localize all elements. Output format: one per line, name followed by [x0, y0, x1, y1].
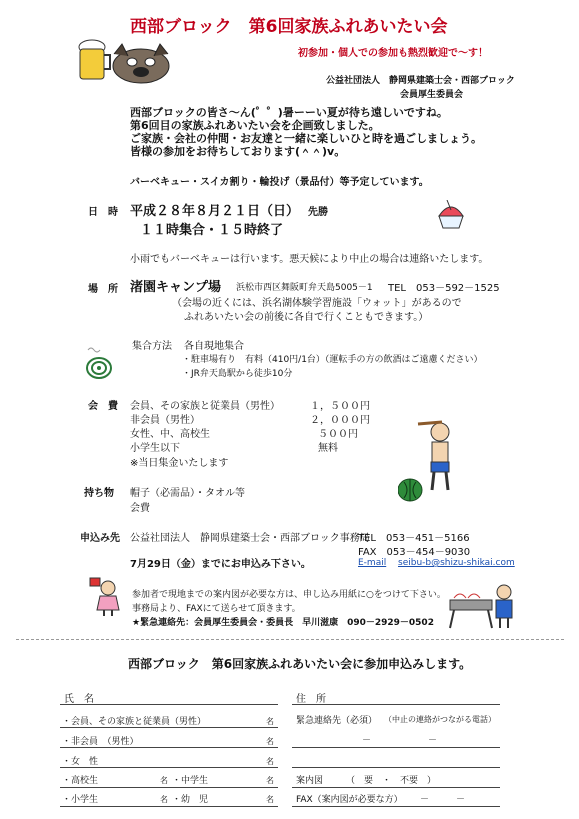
count-unit: 名 [266, 795, 274, 804]
place-address: 浜松市西区舞阪町弁天島5005－1 [236, 283, 373, 293]
form-female-label: ・女 性 [62, 757, 99, 767]
parking-note: ・駐車場有り 有料（410円/1台）（運転手の方の飲酒はご遠慮ください） [182, 355, 483, 365]
fee-note: ※当日集金いたします [130, 458, 229, 469]
watermelon-split-icon [398, 420, 462, 504]
address-field[interactable] [292, 704, 500, 705]
count-unit: 名 [160, 795, 168, 804]
email-link[interactable]: seibu-b@shizu-shikai.com [398, 558, 515, 568]
form-emergency-note: （中止の連絡がつながる電話） [384, 715, 496, 724]
event-date: 平成２８年８月２１日（日） [130, 204, 300, 219]
phone-dash: － [428, 736, 438, 746]
organizer-committee: 会員厚生委員会 [400, 90, 464, 100]
student-count-field[interactable] [60, 787, 278, 788]
fee-row-amount: ５００円 [318, 429, 358, 440]
apply-tel: TEL 053－451－5166 [358, 533, 470, 544]
station-note: ・JR弁天島駅から徒歩10分 [182, 369, 293, 379]
shaved-ice-icon [434, 200, 468, 234]
fee-row-amount: 無料 [318, 443, 338, 454]
place-note-1: （会場の近くには、浜名湖体験学習施設「ウォット」があるので [172, 298, 462, 309]
form-elementary-label: ・小学生 [62, 795, 99, 805]
map-required-options[interactable]: （ 要 ・ 不要 ） [346, 776, 437, 786]
form-map-label: 案内図 [296, 776, 324, 786]
emergency-phone-field[interactable] [292, 747, 500, 748]
form-fax-label: FAX（案内図が必要な方） [296, 795, 403, 805]
form-middleschool-label: ・中学生 [172, 776, 209, 786]
place-note-2: ふれあいたい会の前後に各自で行くこともできます。） [184, 312, 429, 323]
map-note-2: 事務局より、FAXにて送らせて頂きます。 [132, 604, 301, 614]
count-unit: 名 [266, 776, 274, 785]
phone-dash: － [362, 736, 372, 746]
intro-line-4: 皆様の参加をお待ちしております(＾＾)v。 [130, 145, 346, 158]
intro-line-3: ご家族・会社の仲間・お友達と一緒に楽しいひと時を過ごしましょう。 [130, 132, 482, 145]
count-unit: 名 [266, 757, 274, 766]
apply-fax: FAX 053－454－9030 [358, 547, 471, 558]
organizer-name: 公益社団法人 静岡県建築士会・西部ブロック [326, 76, 515, 86]
emergency-contact: ★緊急連絡先：会員厚生委員会・委員長 早川滋康 090－2929－0502 [132, 618, 434, 628]
date-label: 日 時 [88, 207, 118, 218]
apply-org: 公益社団法人 静岡県建築士会・西部ブロック事務局 [130, 533, 370, 544]
nonmember-count-field[interactable] [60, 747, 278, 748]
dog-icon [108, 42, 174, 86]
fax-dash: － － [420, 795, 466, 805]
form-nonmember-label: ・非会員 （男性） [62, 737, 139, 747]
rain-note: 小雨でもバーベキューは行います。悪天候により中止の場合は連絡いたします。 [130, 254, 489, 265]
activities-text: バーベキュー・スイカ割り・輪投げ（景品付）等予定しています。 [130, 177, 429, 188]
apply-label: 申込み先 [80, 533, 120, 544]
cut-line [16, 639, 564, 640]
event-time: １１時集合・１５時終了 [140, 223, 284, 238]
fee-row-name: 女性、中、高校生 [130, 429, 210, 440]
mosquito-coil-icon [84, 346, 114, 382]
items-line-1: 帽子（必需品）・タオル等 [130, 488, 245, 499]
place-tel: TEL 053－592－1525 [388, 283, 500, 294]
address-extra-line [292, 767, 500, 768]
page-title: 西部ブロック 第6回家族ふれあいたい会 [130, 17, 448, 37]
gathering-value: 各自現地集合 [184, 341, 244, 352]
count-unit: 名 [266, 717, 274, 726]
bbq-grill-icon [446, 582, 518, 630]
date-rokuyo: 先勝 [308, 207, 328, 218]
items-line-2: 会費 [130, 503, 150, 514]
female-count-field[interactable] [60, 767, 278, 768]
form-member-label: ・会員、その家族と従業員（男性） [62, 717, 207, 727]
fee-label: 会 費 [88, 401, 118, 412]
fax-field[interactable] [292, 806, 500, 807]
fee-row-amount: ２，０００円 [310, 415, 370, 426]
intro-line-2: 第6回目の家族ふれあいたい会を企画致しました。 [130, 119, 380, 132]
form-title: 西部ブロック 第6回家族ふれあいたい会に参加申込みします。 [128, 657, 472, 671]
items-label: 持ち物 [84, 488, 114, 499]
form-address-label: 住 所 [296, 694, 326, 705]
apply-deadline: 7月29日（金）までにお申込み下さい。 [130, 559, 311, 570]
gathering-label: 集合方法 [132, 341, 172, 352]
map-note-1: 参加者で現地までの案内図が必要な方は、申し込み用紙に○をつけて下さい。 [132, 590, 446, 600]
count-unit: 名 [266, 737, 274, 746]
place-label: 場 所 [88, 284, 118, 295]
intro-line-1: 西部ブロックの皆さ～ん(゜゜)暑ーーい夏が待ち遠しいですね。 [130, 106, 448, 119]
girl-with-flag-icon [88, 576, 122, 618]
name-field[interactable] [60, 704, 278, 705]
fee-row-name: 小学生以下 [130, 443, 180, 454]
fee-row-name: 非会員（男性） [130, 415, 200, 426]
fee-row-name: 会員、その家族と従業員（男性） [130, 401, 280, 412]
page-subtitle: 初参加・個人での参加も熱烈歓迎で～す！ [298, 48, 488, 59]
form-emergency-label: 緊急連絡先（必須） [296, 716, 378, 726]
member-count-field[interactable] [60, 727, 278, 728]
fee-row-amount: １，５００円 [310, 401, 370, 412]
email-label: E-mail [358, 558, 387, 568]
child-count-field[interactable] [60, 806, 278, 807]
form-highschool-label: ・高校生 [62, 776, 99, 786]
place-name: 渚園キャンプ場 [130, 280, 222, 295]
map-field [292, 787, 500, 788]
count-unit: 名 [160, 776, 168, 785]
form-infant-label: ・幼 児 [172, 795, 209, 805]
form-name-label: 氏 名 [64, 694, 94, 705]
